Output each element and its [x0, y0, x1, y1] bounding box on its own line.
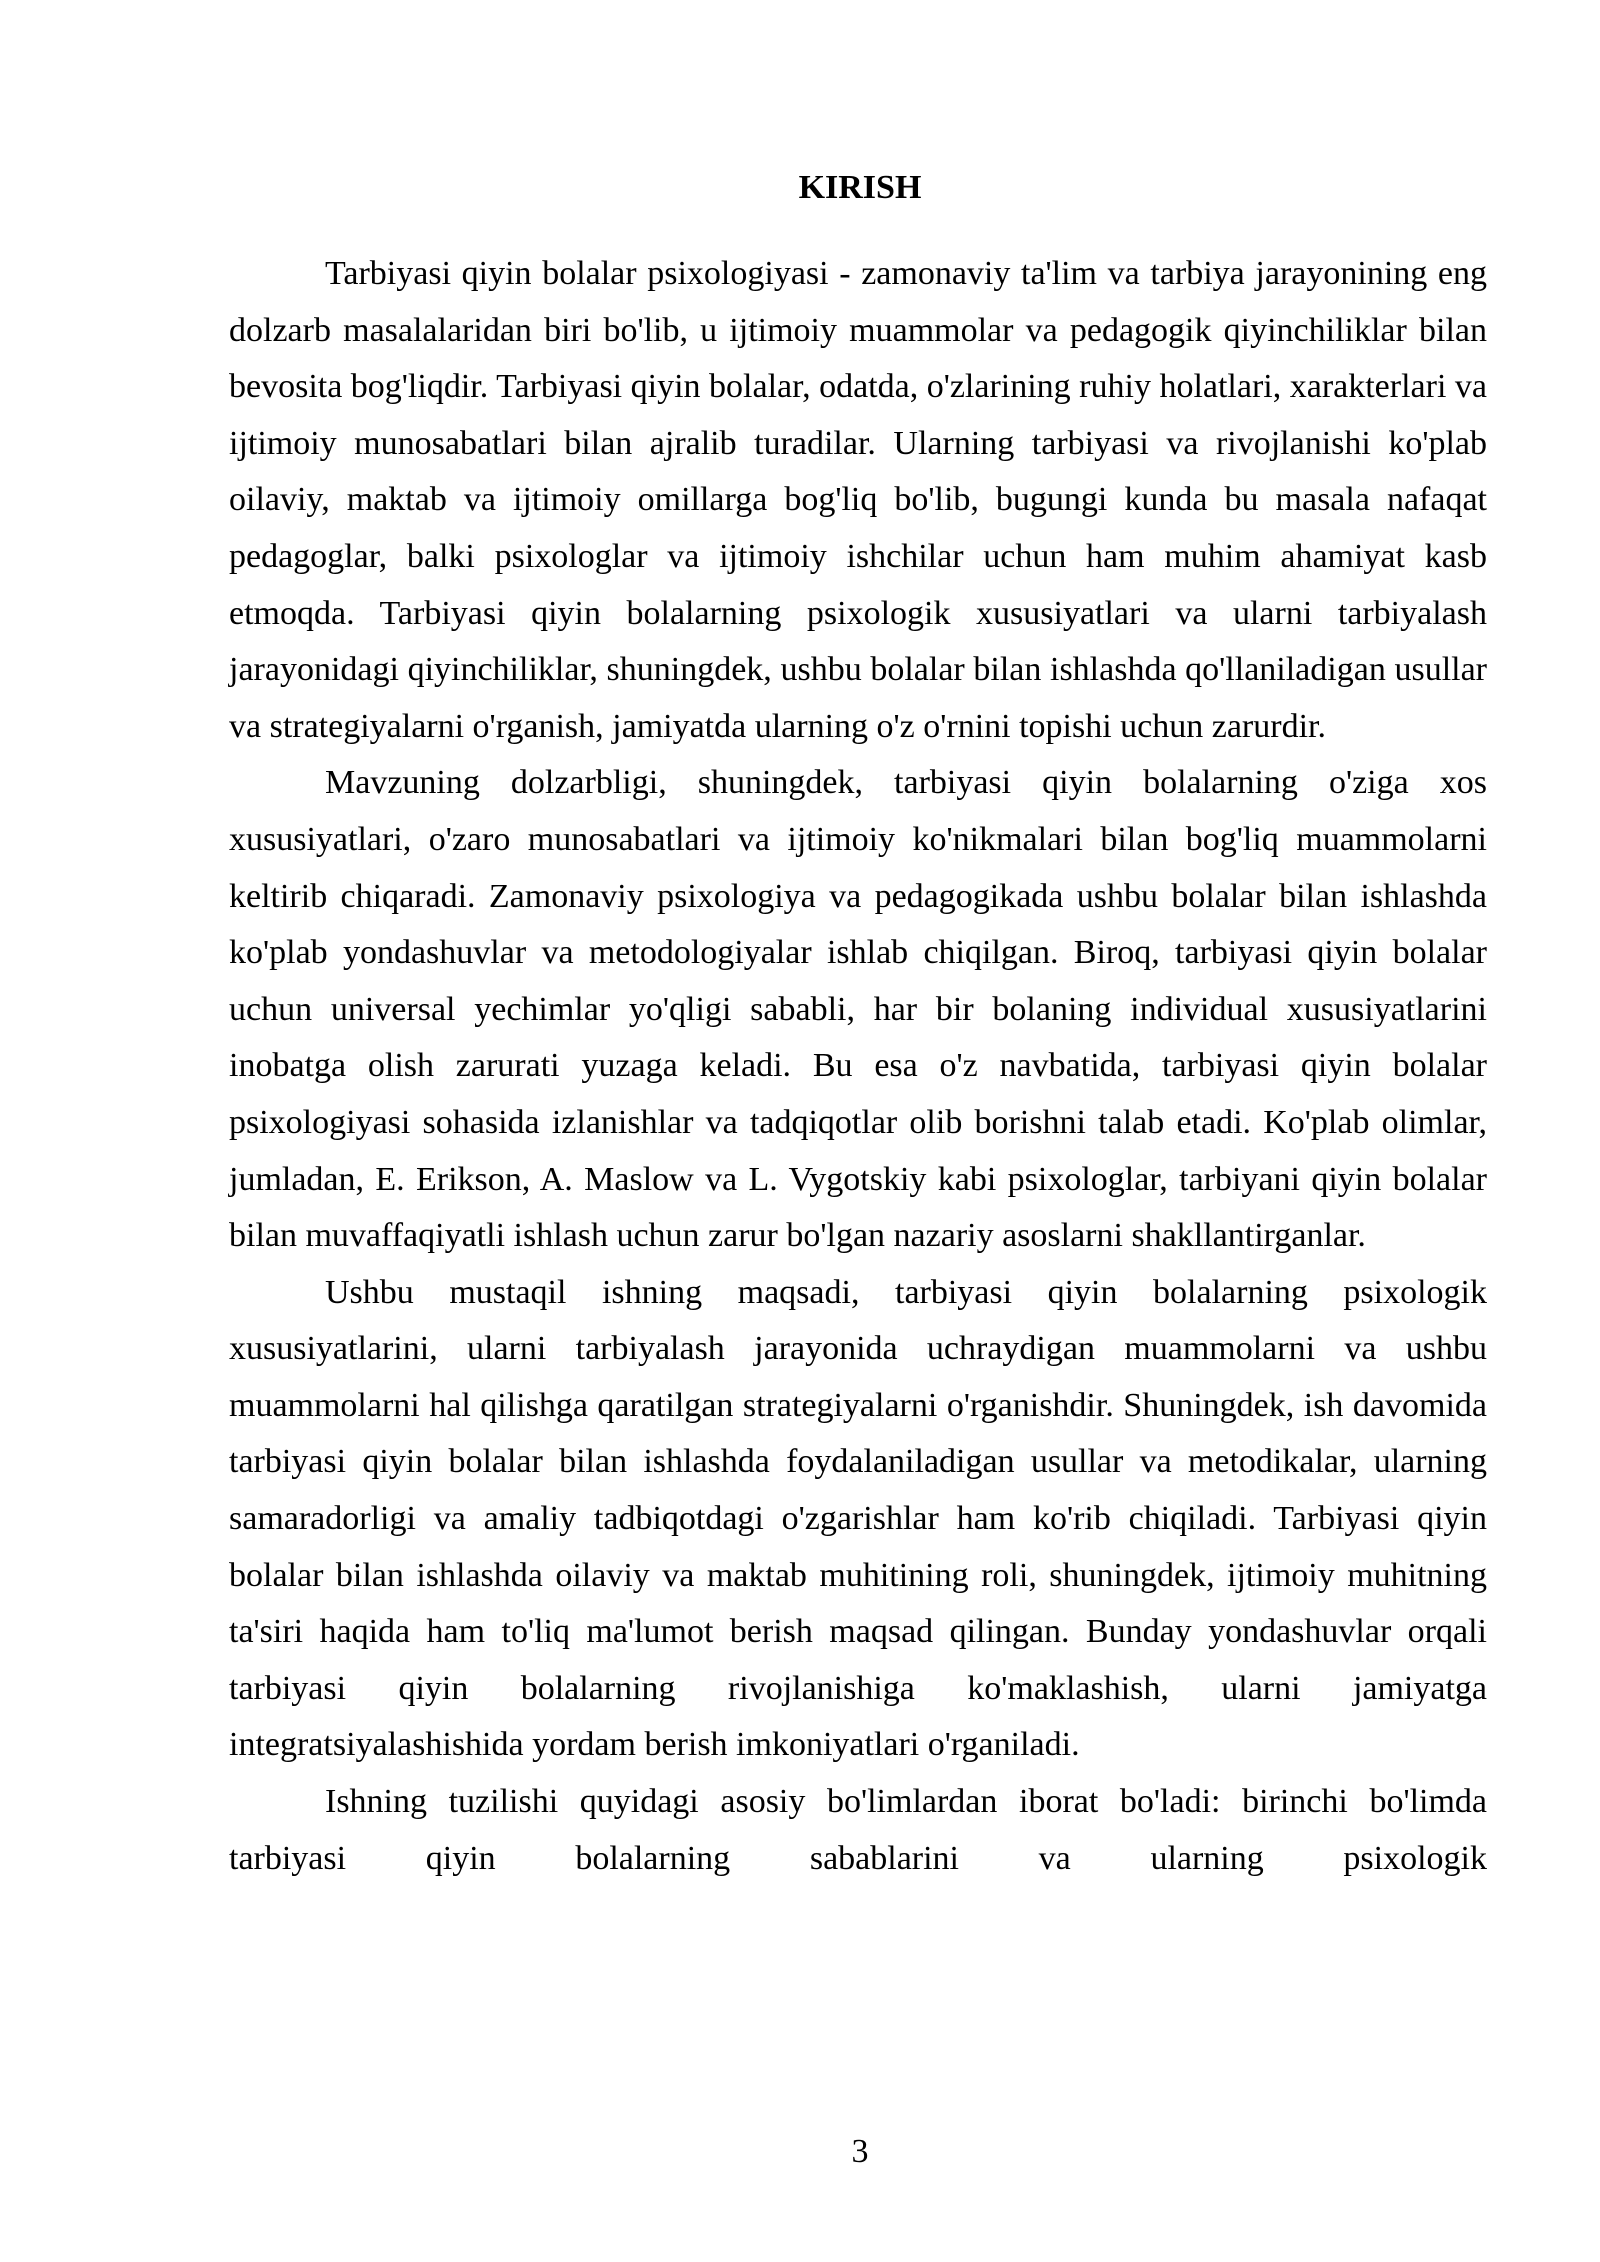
- paragraph-intro: Tarbiyasi qiyin bolalar psixologiyasi - zamonaviy ta'lim va tarbiya jarayonining eng dolzarb masalalaridan biri bo'lib, u ijtimoiy muammolar va pedagogik qiyinchiliklar bilan bevosita bog'liqdir. Tarbiyasi qiyin bolalar, odatda, o'zlarining ruhiy holatlari, xarakterlari va ijtimoiy munosabatlari bilan ajralib turadilar. Ularning tarbiyasi va rivojlanishi ko'plab oilaviy, maktab va ijtimoiy omillarga bog'liq bo'lib, bugungi kunda bu masala nafaqat pedagoglar, balki psixologlar va ijtimoiy ishchilar uchun ham muhim ahamiyat kasb etmoqda. Tarbiyasi qiyin bolalarning psixologik xususiyatlari va ularni tarbiyalash jarayonidagi qiyinchiliklar, shuningdek, ushbu bolalar bilan ishlashda qo'llaniladigan usullar va strategiyalarni o'rganish, jamiyatda ularning o'z o'rnini topishi uchun zarurdir.: [229, 255, 1487, 745]
- body-text: [229, 246, 1487, 1887]
- paragraph-relevance: Mavzuning dolzarbligi, shuningdek, tarbiyasi qiyin bolalarning o'ziga xos xususiyatlari, o'zaro munosabatlari va ijtimoiy ko'nikmalari bilan bog'liq muammolarni keltirib chiqaradi. Zamonaviy psixologiya va pedagogikada ushbu bolalar bilan ishlashda ko'plab yondashuvlar va metodologiyalar ishlab chiqilgan. Biroq, tarbiyasi qiyin bolalar uchun universal yechimlar yo'qligi sababli, har bir bolaning individual xususiyatlarini inobatga olish zarurati yuzaga keladi. Bu esa o'z navbatida, tarbiyasi qiyin bolalar psixologiyasi sohasida izlanishlar va tadqiqotlar olib borishni talab etadi. Ko'plab olimlar, jumladan, E. Erikson, A. Maslow va L. Vygotskiy kabi psixologlar, tarbiyani qiyin bolalar bilan muvaffaqiyatli ishlash uchun zarur bo'lgan nazariy asoslarni shakllantirganlar.: [229, 764, 1487, 1255]
- paragraph-goal: Ushbu mustaqil ishning maqsadi, tarbiyasi qiyin bolalarning psixologik xususiyatlarini, ularni tarbiyalash jarayonida uchraydigan muammolarni va ushbu muammolarni hal qilishga qaratilgan strategiyalarni o'rganishdir. Shuningdek, ish davomida tarbiyasi qiyin bolalar bilan ishlashda foydalaniladigan usullar va metodikalar, ularning samaradorligi va amaliy tadbiqotdagi o'zgarishlar ham ko'rib chiqiladi. Tarbiyasi qiyin bolalar bilan ishlashda oilaviy va maktab muhitining roli, shuningdek, ijtimoiy muhitning ta'siri haqida ham to'liq ma'lumot berish maqsad qilingan. Bunday yondashuvlar orqali tarbiyasi qiyin bolalarning rivojlanishiga ko'maklashish, ularni jamiyatga integratsiyalashishida yordam berish imkoniyatlari o'rganiladi.: [229, 1273, 1487, 1764]
- paragraph-structure: Ishning tuzilishi quyidagi asosiy bo'limlardan iborat bo'ladi: birinchi bo'limda tarbiyasi qiyin bolalarning sabablarini va ularning psixologik: [229, 1783, 1487, 1877]
- page-number: 3: [851, 2133, 869, 2170]
- page-title: KIRISH: [798, 169, 922, 206]
